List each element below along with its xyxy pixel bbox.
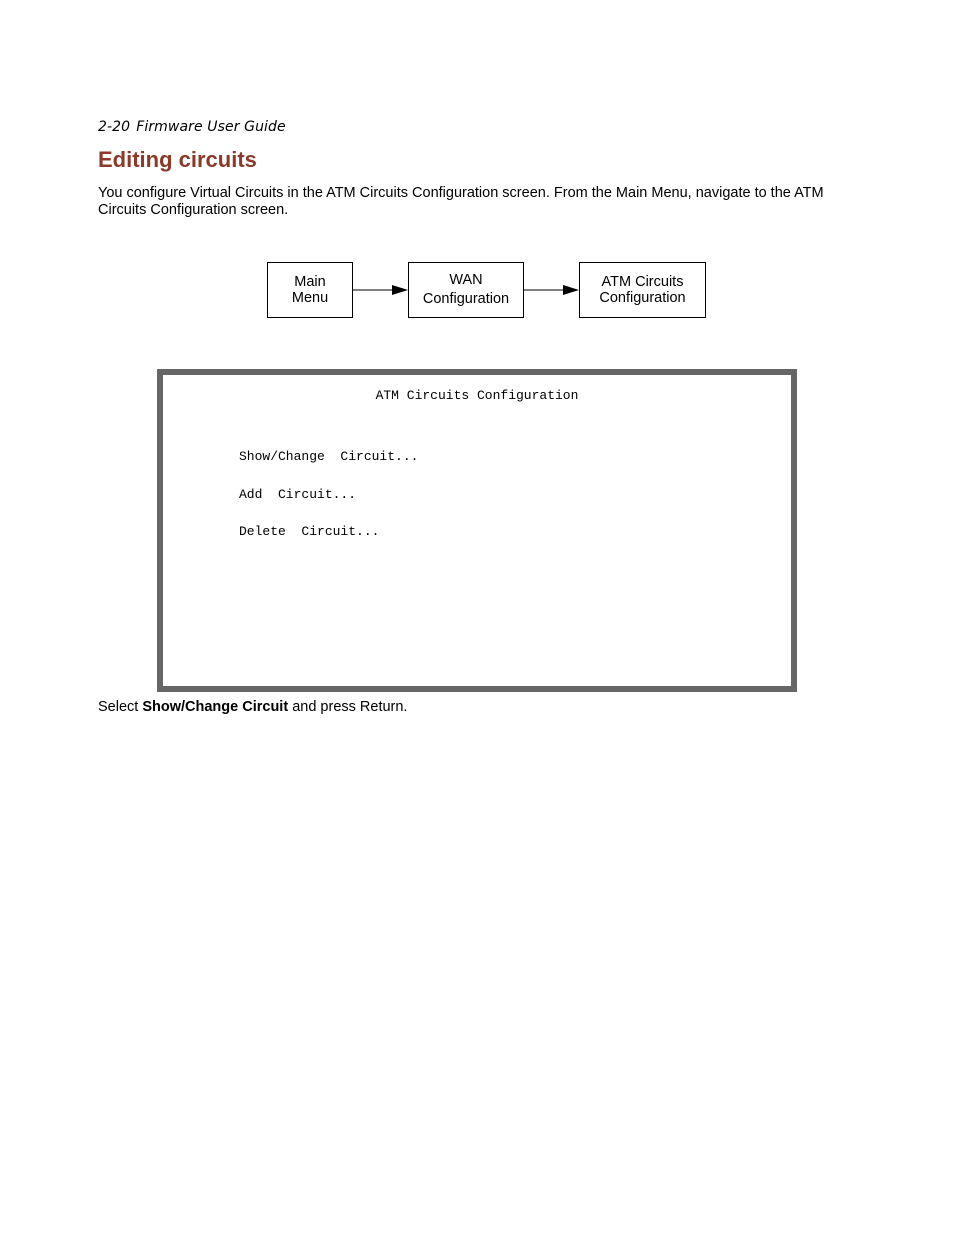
flow-step-label: WAN Configuration xyxy=(422,272,510,307)
guide-title: Firmware User Guide xyxy=(136,119,286,135)
instruction-suffix: and press Return. xyxy=(288,699,408,715)
arrow-main-to-wan xyxy=(353,285,408,295)
running-head xyxy=(98,119,286,135)
menu-item-add-circuit[interactable]: Add Circuit... xyxy=(239,486,357,502)
instruction-prefix: Select xyxy=(98,699,143,715)
terminal-menu xyxy=(239,426,418,564)
instruction-bold: Show/Change Circuit xyxy=(142,699,289,715)
section-title: Editing circuits xyxy=(98,147,257,172)
terminal-screen xyxy=(157,369,797,692)
menu-item-delete-circuit[interactable]: Delete Circuit... xyxy=(239,524,380,539)
instruction-paragraph xyxy=(98,699,407,715)
arrow-wan-to-atm xyxy=(524,285,579,295)
menu-item-show-change-circuit[interactable]: Show/Change Circuit... xyxy=(239,449,419,464)
intro-paragraph: You configure Virtual Circuits in the ATM Circuits Configuration screen. From the Main Menu, navigate to the ATM Circuits Configuration screen. xyxy=(98,185,824,218)
flow-step-wan-configuration xyxy=(408,262,524,318)
flow-step-main-menu xyxy=(267,262,353,318)
page-number: 2-20 xyxy=(98,119,131,135)
flow-step-label: ATM Circuits Configuration xyxy=(599,274,686,306)
terminal-title: ATM Circuits Configuration xyxy=(375,388,579,403)
flow-step-label: Main Menu xyxy=(291,274,329,306)
flow-step-atm-circuits-configuration xyxy=(579,262,706,318)
